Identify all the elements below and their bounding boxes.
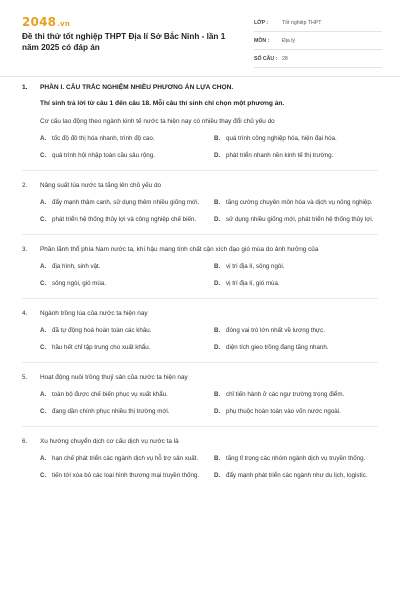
part-instruction: Thí sinh trả lời từ câu 1 đến câu 18. Mỗi câu thí sinh chỉ chọn một phương án.	[40, 100, 285, 107]
option-letter: D.	[214, 408, 221, 415]
option-a[interactable]	[40, 454, 204, 463]
option-letter: A.	[40, 455, 47, 462]
option-text: đẩy mạnh phát triển các ngành như du lịch, logistic.	[226, 472, 368, 479]
meta-value: Tốt nghiệp THPT	[282, 19, 322, 26]
option-b[interactable]	[214, 390, 378, 399]
option-text: toàn bộ được chế biến phục vụ xuất khẩu.	[52, 391, 168, 398]
question-number: 6.	[22, 438, 28, 445]
option-letter: A.	[40, 327, 47, 334]
option-letter: B.	[214, 199, 221, 206]
option-a[interactable]	[40, 134, 204, 143]
question-text: Ngành trồng lúa của nước ta hiện nay	[40, 310, 148, 317]
option-d[interactable]	[214, 407, 378, 416]
option-text: đẩy mạnh thâm canh, sử dụng thêm nhiều giống mới.	[52, 199, 200, 206]
option-text: tiến tới xóa bỏ các loại hình thương mại truyền thống.	[52, 472, 200, 479]
meta-table	[254, 14, 382, 68]
option-d[interactable]	[214, 151, 378, 160]
option-letter: A.	[40, 391, 47, 398]
option-letter: D.	[214, 152, 221, 159]
option-a[interactable]	[40, 390, 204, 399]
option-letter: C.	[40, 344, 47, 351]
meta-row-count	[254, 50, 382, 68]
part-title	[22, 76, 378, 91]
question-stem	[22, 245, 378, 254]
question-text: Phần lãnh thổ phía Nam nước ta, khí hậu mang tính chất cận xích đạo gió mùa do ảnh hưởng của	[40, 246, 319, 253]
question-text: Nâng suất lúa nước ta tăng lên chủ yếu do	[40, 182, 162, 189]
option-b[interactable]	[214, 262, 378, 271]
option-text: sông ngòi, gió mùa.	[52, 280, 107, 287]
option-text: tăng cường chuyên môn hóa và dịch vụ nông nghiệp.	[226, 199, 373, 206]
option-c[interactable]	[40, 215, 204, 224]
option-b[interactable]	[214, 326, 378, 335]
option-letter: C.	[40, 216, 47, 223]
question-number: 5.	[22, 374, 28, 381]
option-a[interactable]	[40, 198, 204, 207]
option-b[interactable]	[214, 198, 378, 207]
part-one	[22, 76, 378, 480]
option-letter: A.	[40, 199, 47, 206]
question-number: 2.	[22, 182, 28, 189]
option-text: chỉ tiến hành ở các ngư trường trọng điểm.	[226, 391, 345, 398]
question-number	[22, 117, 40, 126]
meta-row-class	[254, 14, 382, 32]
option-d[interactable]	[214, 215, 378, 224]
question-2	[22, 181, 378, 235]
question-text: Hoạt động nuôi trồng thuỷ sản của nước ta hiện nay	[40, 374, 188, 381]
page-header	[0, 0, 400, 77]
option-text: hầu hết chỉ tập trung cho xuất khẩu.	[52, 344, 151, 351]
option-c[interactable]	[40, 279, 204, 288]
meta-value: 28	[282, 55, 288, 62]
option-text: vị trí địa lí, gió mùa.	[226, 280, 280, 287]
question-stem	[22, 117, 378, 126]
divider	[22, 426, 378, 427]
question-number: 3.	[22, 246, 28, 253]
logo-text: 2048	[22, 15, 57, 29]
option-text: hạn chế phát triển các ngành dịch vụ hỗ trợ sản xuất.	[52, 455, 199, 462]
question-text: Xu hướng chuyển dịch cơ cấu dịch vụ nước ta là	[40, 438, 179, 445]
option-text: phụ thuộc hoàn toàn vào vốn nước ngoài.	[226, 408, 341, 415]
question-stem	[22, 181, 378, 190]
option-d[interactable]	[214, 343, 378, 352]
option-text: sử dụng nhiều giống mới, phát triển hệ thống thủy lợi.	[226, 216, 374, 223]
option-text: quá trình công nghiệp hóa, hiện đại hóa.	[226, 135, 337, 142]
question-stem	[22, 373, 378, 382]
option-letter: B.	[214, 263, 221, 270]
meta-key: MÔN :	[254, 37, 270, 44]
options	[40, 390, 378, 416]
exam-content	[0, 76, 400, 480]
option-letter: D.	[214, 280, 221, 287]
divider	[22, 170, 378, 171]
option-letter: D.	[214, 344, 221, 351]
option-letter: B.	[214, 391, 221, 398]
option-c[interactable]	[40, 343, 204, 352]
option-text: vị trí địa lí, sông ngòi.	[226, 263, 285, 270]
option-text: tăng tỉ trọng các nhóm ngành dịch vụ truyền thống.	[226, 455, 366, 462]
option-d[interactable]	[214, 279, 378, 288]
question-stem	[22, 309, 378, 318]
question-text: Cơ cấu lao động theo ngành kinh tế nước ta hiện nay có nhiều thay đổi chủ yếu do	[40, 118, 275, 125]
option-c[interactable]	[40, 151, 204, 160]
part-number: 1.	[22, 84, 28, 91]
option-text: quá trình hội nhập toàn cầu sâu rộng.	[52, 152, 155, 159]
question-stem	[22, 437, 378, 446]
document-title: Đề thi thử tốt nghiệp THPT Địa lí Sở Bắc Ninh - lần 1 năm 2025 có đáp án	[22, 32, 226, 52]
part-title-text: PHẦN I. CÂU TRẮC NGHIỆM NHIỀU PHƯƠNG ÁN LỰA CHỌN.	[40, 84, 234, 91]
option-text: phát triển nhanh nền kinh tế thị trường.	[226, 152, 334, 159]
option-a[interactable]	[40, 326, 204, 335]
options	[40, 454, 378, 480]
option-letter: C.	[40, 408, 47, 415]
option-letter: A.	[40, 135, 47, 142]
question-4	[22, 309, 378, 363]
option-letter: B.	[214, 455, 221, 462]
question-6	[22, 437, 378, 480]
question-1	[22, 117, 378, 171]
option-letter: C.	[40, 472, 47, 479]
meta-row-subject	[254, 32, 382, 50]
option-d[interactable]	[214, 471, 378, 480]
divider	[22, 298, 378, 299]
meta-key: LỚP :	[254, 19, 269, 26]
option-letter: B.	[214, 135, 221, 142]
question-3	[22, 245, 378, 299]
option-c[interactable]	[40, 407, 204, 416]
option-b[interactable]	[214, 134, 378, 143]
meta-value: Địa lý	[282, 37, 295, 44]
option-text: phát triển hệ thống thủy lợi và công nghiệp chế biến.	[52, 216, 197, 223]
option-text: đóng vai trò lớn nhất về lương thực.	[226, 327, 325, 334]
option-text: địa hình, sinh vật.	[52, 263, 101, 270]
option-text: đã tự động hoá hoàn toàn các khâu.	[52, 327, 152, 334]
option-text: đang dần chính phục nhiều thị trường mới.	[52, 408, 170, 415]
question-5	[22, 373, 378, 427]
option-letter: A.	[40, 263, 47, 270]
option-b[interactable]	[214, 454, 378, 463]
divider	[22, 362, 378, 363]
meta-key: SỐ CÂU :	[254, 55, 278, 62]
option-text: diện tích gieo trồng đang tăng nhanh.	[226, 344, 329, 351]
option-letter: D.	[214, 472, 221, 479]
option-letter: D.	[214, 216, 221, 223]
options	[40, 326, 378, 352]
option-c[interactable]	[40, 471, 204, 480]
option-letter: C.	[40, 152, 47, 159]
question-number: 4.	[22, 310, 28, 317]
option-a[interactable]	[40, 262, 204, 271]
logo-suffix: .vn	[57, 20, 71, 28]
options	[40, 134, 378, 160]
option-text: tốc độ đô thị hóa nhanh, trình độ cao.	[52, 135, 155, 142]
site-logo[interactable]	[22, 15, 70, 29]
divider	[22, 234, 378, 235]
option-letter: B.	[214, 327, 221, 334]
options	[40, 262, 378, 288]
option-letter: C.	[40, 280, 47, 287]
options	[40, 198, 378, 224]
